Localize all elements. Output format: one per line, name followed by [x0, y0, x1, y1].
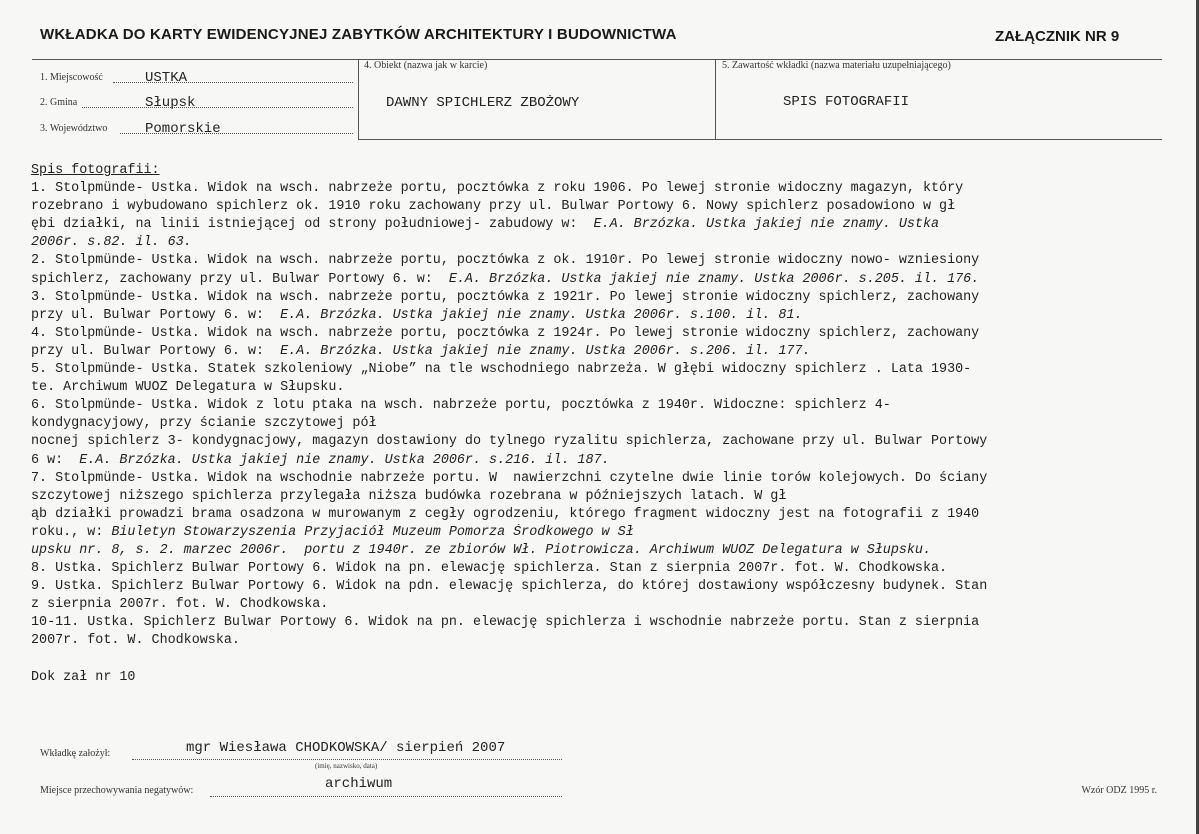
line-text: 7. Stolpmünde- Ustka. Widok na wschodnie nabrzeże portu. W nawierzchni czytelne dwie linie torów kolejowych. Do ściany: [31, 470, 988, 486]
zalozyl-hint: (imię, nazwisko, data): [315, 762, 378, 770]
photo-list-line: [31, 614, 1131, 632]
photo-list-line: [31, 433, 1131, 451]
form-title: WKŁADKA DO KARTY EWIDENCYJNEJ ZABYTKÓW ARCHITEKTURY I BUDOWNICTWA: [40, 26, 677, 43]
obiekt-value: DAWNY SPICHLERZ ZBOŻOWY: [386, 95, 580, 111]
photo-list-line: [31, 180, 1131, 198]
box-top-line: [32, 59, 1162, 60]
line-citation: upsku nr. 8, s. 2. marzec 2006r. portu z 1940r. ze zbiorów Wł. Piotrowicza. Archiwum WUOZ Delegatura w Słupsku.: [31, 542, 931, 558]
photo-list-line: [31, 325, 1131, 343]
photo-list: [31, 162, 1131, 687]
photo-list-line: [31, 361, 1131, 379]
zalozyl-dots: [132, 759, 562, 760]
photo-list-line: [31, 506, 1131, 524]
zawartosc-label: 5. Zawartość wkładki (nazwa materiału uzupełniającego): [722, 60, 951, 71]
line-text: spichlerz, zachowany przy ul. Bulwar Portowy 6. w:: [31, 271, 449, 287]
miejscowosc-label: 1. Miejscowość: [40, 72, 103, 83]
photo-list-line: [31, 379, 1131, 397]
line-text: roku., w:: [31, 524, 112, 540]
photo-list-line: [31, 524, 1131, 542]
photo-list-line: [31, 198, 1131, 216]
line-text: szczytowej niższego spichlerza przylegała niższa budówka rozebrana w późniejszych latach. W gł: [31, 488, 787, 504]
miejsce-value: archiwum: [325, 776, 393, 792]
line-text: przy ul. Bulwar Portowy 6. w:: [31, 307, 281, 323]
line-text: 10-11. Ustka. Spichlerz Bulwar Portowy 6. Widok na pn. elewację spichlerza i wschodnie nabrzeże portu. Stan z sierpnia: [31, 615, 980, 631]
line-text: 6. Stolpmünde- Ustka. Widok z lotu ptaka na wsch. nabrzeże portu, pocztówka z 1940r. Widoczne: spichlerz 4-: [31, 398, 891, 414]
gmina-value: Słupsk: [145, 95, 196, 111]
attachment-number: ZAŁĄCZNIK NR 9: [995, 28, 1120, 45]
line-text: rozebrano i wybudowano spichlerz ok. 1910 roku zachowany przy ul. Bulwar Portowy 6. Nowy spichlerz posadowiono w gł: [31, 199, 956, 215]
gmina-label: 2. Gmina: [40, 97, 78, 108]
photo-list-line: [31, 397, 1131, 415]
photo-list-line: [31, 252, 1131, 270]
photo-list-lines: [31, 180, 1131, 687]
wojewodztwo-label: 3. Województwo: [40, 123, 108, 134]
line-text: ębi działki, na linii istniejącej od strony południowej- zabudowy w:: [31, 217, 594, 233]
line-text: te. Archiwum WUOZ Delegatura w Słupsku.: [31, 380, 345, 396]
line-text: 5. Stolpmünde- Ustka. Statek szkoleniowy „Niobe” na tle wschodniego nabrzeża. W głębi widoczny spichlerz . Lata 1930-: [31, 362, 972, 378]
line-text: 2. Stolpmünde- Ustka. Widok na wsch. nabrzeże portu, pocztówka z ok. 1910r. Po lewej stronie widoczny nowo- wzniesiony: [31, 253, 980, 269]
photo-list-line: [31, 343, 1131, 361]
photo-list-heading: Spis fotografii:: [31, 163, 160, 178]
miejsce-label: Miejsce przechowywania negatywów:: [40, 785, 194, 796]
line-text: kondygnacyjowy, przy ścianie szczytowej pół: [31, 416, 377, 432]
photo-list-line: [31, 578, 1131, 596]
line-text: ąb działki prowadzi brama osadzona w murowanym z cegły ogrodzeniu, którego fragment widoczny jest na fotografii z 1940: [31, 506, 980, 522]
line-text: nocnej spichlerz 3- kondygnacjowy, magazyn dostawiony do tylnego ryzalitu spichlerza, zachowane przy ul. Bulwar Portowy: [31, 434, 988, 450]
line-citation: E.A. Brzózka. Ustka jakiej nie znamy. Ustka 2006r. s.100. il. 81.: [280, 307, 803, 323]
photo-list-line: [31, 452, 1131, 470]
gmina-dots: [82, 107, 353, 108]
line-citation: E.A. Brzózka. Ustka jakiej nie znamy. Ustka 2006r. s.216. il. 187.: [79, 452, 610, 468]
line-text: 2007r. fot. W. Chodkowska.: [31, 633, 240, 649]
line-text: 6 w:: [31, 452, 80, 468]
box-bottom-line: [358, 139, 1162, 140]
photo-list-line: [31, 488, 1131, 506]
photo-list-line: [31, 234, 1131, 252]
line-text: 1. Stolpmünde- Ustka. Widok na wsch. nabrzeże portu, pocztówka z roku 1906. Po lewej stronie widoczny magazyn, który: [31, 181, 964, 197]
form-template-version: Wzór ODZ 1995 r.: [1081, 785, 1157, 796]
photo-list-line: [31, 651, 1131, 669]
line-citation: E.A. Brzózka. Ustka jakiej nie znamy. Ustka: [593, 217, 940, 233]
photo-list-line: [31, 415, 1131, 433]
line-text: 4. Stolpmünde- Ustka. Widok na wsch. nabrzeże portu, pocztówka z 1924r. Po lewej stronie widoczny spichlerz, zachowany: [31, 325, 980, 341]
obiekt-label: 4. Obiekt (nazwa jak w karcie): [364, 60, 488, 71]
zalozyl-value: mgr Wiesława CHODKOWSKA/ sierpień 2007: [186, 740, 506, 756]
box-divider-1: [358, 59, 359, 140]
line-text: przy ul. Bulwar Portowy 6. w:: [31, 343, 281, 359]
photo-list-line: [31, 216, 1131, 234]
line-text: z sierpnia 2007r. fot. W. Chodkowska.: [31, 597, 329, 613]
photo-list-line: [31, 560, 1131, 578]
line-citation: Biuletyn Stowarzyszenia Przyjaciół Muzeum Pomorza Środkowego w Sł: [111, 524, 634, 540]
line-citation: 2006r. s.82. il. 63.: [31, 235, 192, 251]
photo-list-line: [31, 307, 1131, 325]
line-text: 9. Ustka. Spichlerz Bulwar Portowy 6. Widok na pdn. elewację spichlerza, do której dostawiony współczesny budynek. Stan: [31, 579, 988, 595]
photo-list-line: [31, 470, 1131, 488]
line-citation: E.A. Brzózka. Ustka jakiej nie znamy. Ustka 2006r. s.205. il. 176.: [448, 271, 980, 287]
photo-list-line: [31, 542, 1131, 560]
zalozyl-label: Wkładkę założył:: [40, 748, 111, 759]
zawartosc-value: SPIS FOTOGRAFII: [783, 94, 910, 110]
line-citation: E.A. Brzózka. Ustka jakiej nie znamy. Ustka 2006r. s.206. il. 177.: [280, 343, 811, 359]
line-text: 8. Ustka. Spichlerz Bulwar Portowy 6. Widok na pn. elewację spichlerza. Stan z sierpnia 2007r. fot. W. Chodkowska.: [31, 561, 948, 577]
line-text: 3. Stolpmünde- Ustka. Widok na wsch. nabrzeże portu, pocztówka z 1921r. Po lewej stronie widoczny spichlerz, zachowany: [31, 289, 980, 305]
photo-list-line: [31, 271, 1131, 289]
photo-list-line: [31, 596, 1131, 614]
miejscowosc-value: USTKA: [145, 70, 188, 86]
miejsce-dots: [210, 796, 562, 797]
photo-list-line: [31, 289, 1131, 307]
line-text: Dok zał nr 10: [31, 669, 136, 685]
box-divider-2: [715, 59, 716, 140]
photo-list-line: [31, 632, 1131, 650]
wojewodztwo-value: Pomorskie: [145, 121, 221, 137]
photo-list-line: [31, 669, 1131, 687]
